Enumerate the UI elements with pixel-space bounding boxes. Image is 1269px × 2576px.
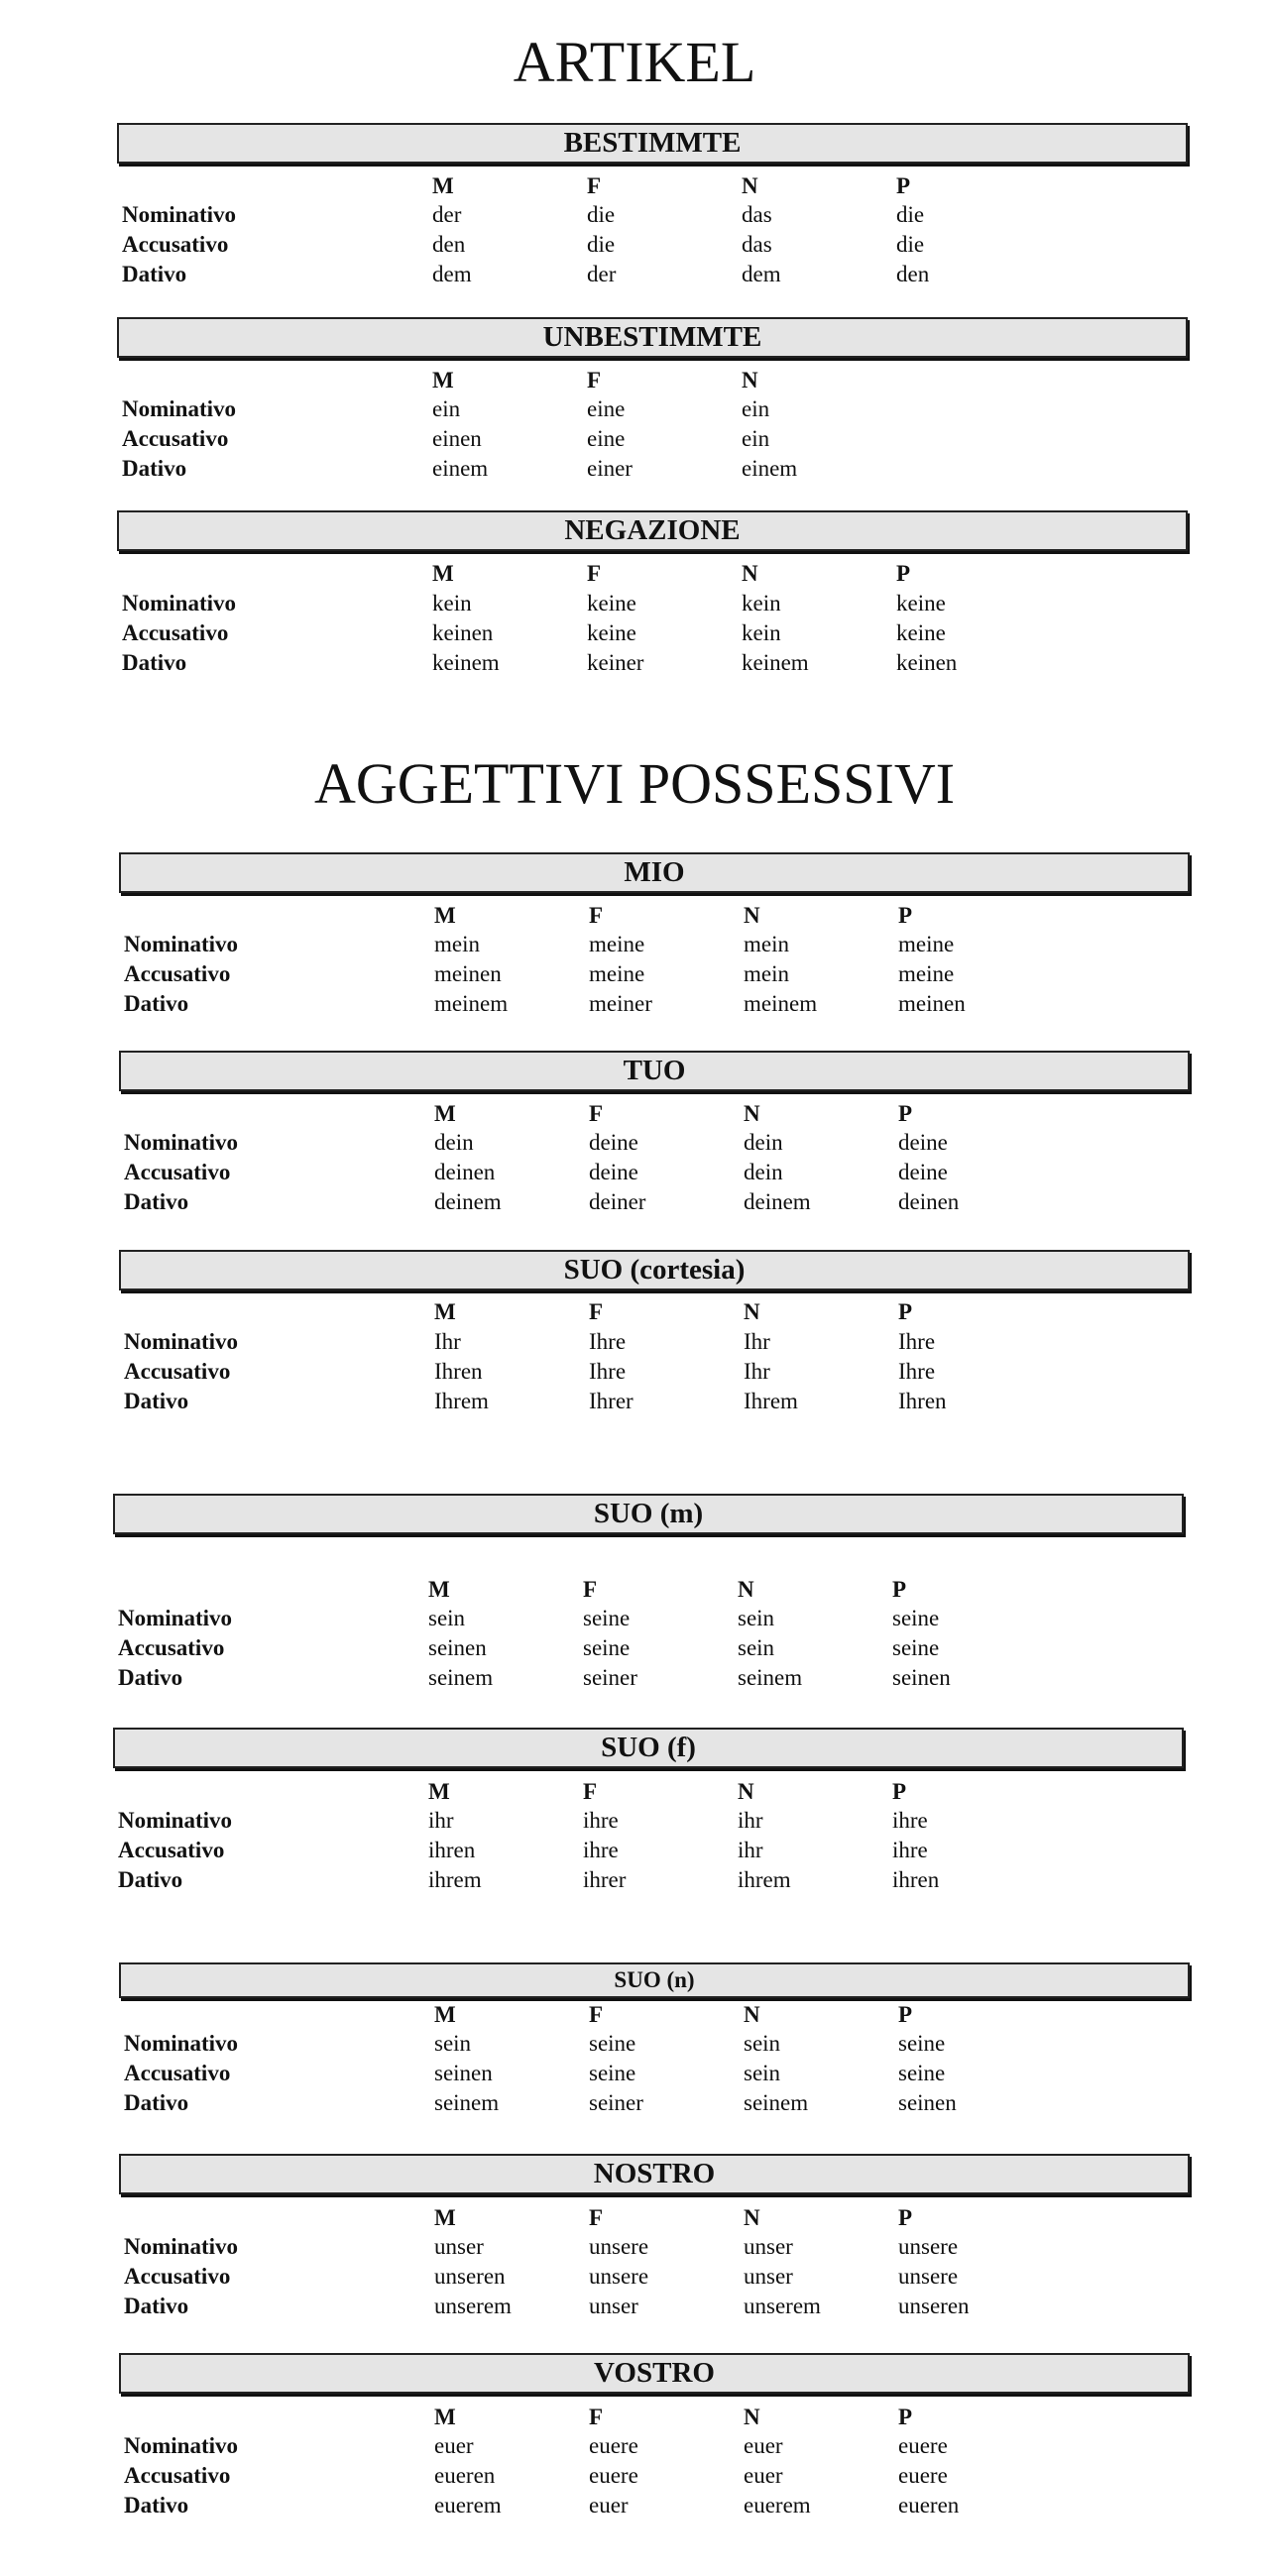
column-header: F (583, 1577, 598, 1602)
table-cell: euer (589, 2493, 629, 2518)
case-label: Nominativo (124, 2433, 238, 2458)
table-cell: meinen (898, 991, 966, 1016)
table-cell: meinem (744, 991, 818, 1016)
case-label: Dativo (118, 1867, 183, 1892)
table-cell: unseren (434, 2264, 506, 2289)
table-row (113, 1633, 1204, 1663)
case-label: Nominativo (124, 2234, 238, 2259)
table-cell: euer (744, 2433, 783, 2458)
case-label: Accusativo (122, 232, 229, 257)
table-cell: eueren (898, 2493, 960, 2518)
case-label: Nominativo (124, 932, 238, 956)
column-header: N (742, 561, 758, 586)
table-cell: unser (744, 2234, 793, 2259)
case-label: Dativo (124, 2294, 189, 2318)
table-cell: unserem (434, 2294, 512, 2318)
table-cell: ein (742, 396, 770, 421)
table-title: BESTIMMTE (117, 123, 1188, 164)
table-cell: meinen (434, 961, 502, 986)
table-cell: Ihre (898, 1359, 936, 1384)
table-cell: deinem (434, 1189, 502, 1214)
table-cell: euer (434, 2433, 474, 2458)
case-label: Dativo (124, 1389, 189, 1413)
column-header: M (434, 2205, 456, 2230)
table-cell: Ihr (744, 1359, 770, 1384)
table-row (119, 2059, 1210, 2088)
column-header-row (117, 366, 1208, 395)
case-label: Nominativo (122, 202, 236, 227)
table-row (119, 2262, 1210, 2292)
table-cell: seinem (428, 1665, 494, 1690)
column-header: M (428, 1779, 450, 1804)
column-header-row (119, 2000, 1210, 2030)
column-header: F (587, 368, 602, 392)
table-cell: seinen (898, 2090, 957, 2115)
column-header: P (898, 903, 913, 928)
table-row (119, 1357, 1210, 1387)
table-cell: seine (898, 2031, 946, 2056)
table-cell: den (432, 232, 466, 257)
table-cell: ihr (738, 1838, 763, 1862)
table-cell: Ihre (589, 1359, 627, 1384)
table-cell: dem (742, 262, 781, 286)
case-label: Accusativo (124, 961, 231, 986)
table-cell: ihrem (428, 1867, 482, 1892)
column-header: F (589, 1101, 604, 1126)
column-header: N (744, 1299, 760, 1324)
column-header-row (117, 559, 1208, 589)
table-cell: ihr (428, 1808, 454, 1833)
table-cell: seinen (428, 1635, 487, 1660)
table-row (117, 589, 1208, 618)
table-cell: seinem (738, 1665, 803, 1690)
table-row (117, 648, 1208, 678)
column-header-row (113, 1575, 1204, 1605)
column-header: F (589, 2405, 604, 2429)
column-header-row (119, 2403, 1210, 2432)
table-row (117, 454, 1208, 484)
table-cell: keinem (742, 650, 809, 675)
table-cell: sein (738, 1635, 775, 1660)
table-title: TUO (119, 1051, 1190, 1091)
table-cell: Ihrem (744, 1389, 798, 1413)
column-header: P (898, 1299, 913, 1324)
case-label: Nominativo (124, 2031, 238, 2056)
case-label: Dativo (122, 650, 187, 675)
table-cell: sein (428, 1606, 466, 1630)
table-cell: unser (434, 2234, 484, 2259)
case-label: Accusativo (124, 2463, 231, 2488)
case-label: Accusativo (124, 1359, 231, 1384)
column-header: N (744, 2002, 760, 2027)
table-cell: euere (589, 2433, 638, 2458)
table-cell: seinem (744, 2090, 809, 2115)
case-label: Nominativo (124, 1130, 238, 1155)
column-header: N (738, 1779, 754, 1804)
case-label: Accusativo (118, 1635, 225, 1660)
column-header: M (434, 2405, 456, 2429)
table-cell: mein (744, 932, 789, 956)
table-cell: unserem (744, 2294, 821, 2318)
table-row (119, 1187, 1210, 1217)
table-cell: deiner (589, 1189, 646, 1214)
table-cell: keine (896, 591, 946, 616)
table-cell: ihre (583, 1808, 619, 1833)
case-label: Nominativo (118, 1808, 232, 1833)
column-header: M (434, 2002, 456, 2027)
table-cell: Ihrer (589, 1389, 634, 1413)
table-cell: deinen (434, 1160, 496, 1184)
table-cell: keine (587, 591, 636, 616)
column-header: M (434, 1101, 456, 1126)
table-cell: Ihr (744, 1329, 770, 1354)
table-cell: deine (898, 1160, 948, 1184)
case-label: Accusativo (124, 2264, 231, 2289)
table-cell: ihren (428, 1838, 476, 1862)
table-row (119, 1158, 1210, 1187)
table-cell: unsere (898, 2264, 959, 2289)
table-cell: seine (583, 1606, 631, 1630)
table-cell: deine (898, 1130, 948, 1155)
table-cell: euer (744, 2463, 783, 2488)
table-row (113, 1604, 1204, 1633)
table-row (119, 989, 1210, 1019)
column-header: F (583, 1779, 598, 1804)
table-cell: kein (432, 591, 472, 616)
column-header: F (589, 2002, 604, 2027)
column-header: N (744, 2205, 760, 2230)
table-cell: die (587, 202, 616, 227)
column-header: P (898, 2405, 913, 2429)
table-row (113, 1663, 1204, 1693)
column-header: P (898, 2205, 913, 2230)
column-header: N (744, 2405, 760, 2429)
table-cell: keinen (432, 620, 494, 645)
table-cell: die (896, 232, 925, 257)
column-header: P (896, 173, 911, 198)
table-row (117, 618, 1208, 648)
column-header: F (589, 2205, 604, 2230)
table-row (117, 260, 1208, 289)
table-cell: einen (432, 426, 482, 451)
table-cell: seiner (583, 1665, 637, 1690)
column-header-row (119, 1297, 1210, 1327)
table-cell: euerem (744, 2493, 811, 2518)
table-cell: die (587, 232, 616, 257)
table-row (119, 2232, 1210, 2262)
table-cell: mein (434, 932, 480, 956)
table-cell: Ihr (434, 1329, 461, 1354)
table-cell: ein (432, 396, 461, 421)
table-cell: seine (589, 2061, 636, 2085)
table-cell: seinem (434, 2090, 500, 2115)
table-cell: unsere (589, 2234, 649, 2259)
table-row (119, 2431, 1210, 2461)
table-title: SUO (f) (113, 1728, 1184, 1768)
table-cell: einem (432, 456, 489, 481)
column-header: M (432, 173, 454, 198)
case-label: Nominativo (124, 1329, 238, 1354)
case-label: Nominativo (122, 396, 236, 421)
column-header-row (119, 901, 1210, 931)
table-row (119, 2491, 1210, 2520)
column-header: P (892, 1577, 907, 1602)
table-cell: seine (898, 2061, 946, 2085)
table-cell: sein (744, 2031, 781, 2056)
table-cell: unser (589, 2294, 638, 2318)
table-cell: dem (432, 262, 472, 286)
table-cell: euere (898, 2433, 948, 2458)
case-label: Dativo (124, 2090, 189, 2115)
column-header: N (744, 903, 760, 928)
table-cell: deinen (898, 1189, 960, 1214)
table-cell: kein (742, 591, 781, 616)
column-header-row (119, 2203, 1210, 2233)
column-header: M (428, 1577, 450, 1602)
table-cell: Ihre (898, 1329, 936, 1354)
table-cell: das (742, 202, 772, 227)
table-title: UNBESTIMMTE (117, 317, 1188, 358)
table-cell: das (742, 232, 772, 257)
column-header: P (898, 1101, 913, 1126)
table-cell: sein (744, 2061, 781, 2085)
column-header-row (117, 171, 1208, 201)
case-label: Dativo (124, 1189, 189, 1214)
table-cell: ihrem (738, 1867, 791, 1892)
table-cell: seiner (589, 2090, 643, 2115)
table-title: VOSTRO (119, 2353, 1190, 2394)
column-header: N (742, 368, 758, 392)
table-cell: seine (589, 2031, 636, 2056)
table-cell: keinen (896, 650, 958, 675)
column-header: M (432, 368, 454, 392)
table-cell: unseren (898, 2294, 970, 2318)
table-title: NEGAZIONE (117, 510, 1188, 551)
column-header: M (434, 1299, 456, 1324)
table-cell: dein (744, 1160, 783, 1184)
table-cell: unser (744, 2264, 793, 2289)
table-row (113, 1836, 1204, 1865)
table-cell: sein (738, 1606, 775, 1630)
table-cell: meinem (434, 991, 509, 1016)
table-cell: meine (589, 932, 645, 956)
table-cell: keine (896, 620, 946, 645)
case-label: Accusativo (122, 426, 229, 451)
column-header: F (589, 903, 604, 928)
table-title: SUO (n) (119, 1962, 1190, 1998)
case-label: Dativo (122, 262, 187, 286)
table-cell: ihren (892, 1867, 940, 1892)
table-cell: ihr (738, 1808, 763, 1833)
column-header-row (119, 1099, 1210, 1129)
artikel-title: ARTIKEL (513, 30, 756, 94)
table-title: SUO (m) (113, 1494, 1184, 1534)
table-cell: meiner (589, 991, 652, 1016)
table-cell: meine (589, 961, 645, 986)
table-cell: eine (587, 396, 626, 421)
table-cell: dein (434, 1130, 474, 1155)
table-cell: ihre (583, 1838, 619, 1862)
case-label: Dativo (124, 991, 189, 1016)
table-cell: keinem (432, 650, 500, 675)
case-label: Nominativo (118, 1606, 232, 1630)
column-header: F (589, 1299, 604, 1324)
table-cell: euere (589, 2463, 638, 2488)
case-label: Dativo (124, 2493, 189, 2518)
column-header: N (738, 1577, 754, 1602)
column-header: M (434, 903, 456, 928)
column-header: N (744, 1101, 760, 1126)
column-header: F (587, 173, 602, 198)
table-cell: seine (892, 1606, 940, 1630)
case-label: Nominativo (122, 591, 236, 616)
table-cell: eueren (434, 2463, 496, 2488)
table-cell: Ihren (434, 1359, 483, 1384)
table-cell: deine (589, 1130, 638, 1155)
possessivi-title: AGGETTIVI POSSESSIVI (313, 751, 956, 816)
table-row (119, 2292, 1210, 2321)
case-label: Dativo (118, 1665, 183, 1690)
table-row (113, 1865, 1204, 1895)
table-cell: kein (742, 620, 781, 645)
table-cell: unsere (898, 2234, 959, 2259)
column-header: P (898, 2002, 913, 2027)
table-row (119, 2029, 1210, 2059)
table-cell: die (896, 202, 925, 227)
table-title: NOSTRO (119, 2154, 1190, 2194)
table-cell: unsere (589, 2264, 649, 2289)
column-header: P (892, 1779, 907, 1804)
table-cell: seinen (434, 2061, 493, 2085)
table-cell: der (432, 202, 462, 227)
table-cell: Ihrem (434, 1389, 489, 1413)
table-cell: einer (587, 456, 633, 481)
table-cell: eine (587, 426, 626, 451)
table-cell: Ihren (898, 1389, 947, 1413)
table-cell: euere (898, 2463, 948, 2488)
table-cell: seine (892, 1635, 940, 1660)
table-cell: keiner (587, 650, 644, 675)
table-row (119, 2461, 1210, 2491)
case-label: Accusativo (124, 2061, 231, 2085)
table-cell: deinem (744, 1189, 811, 1214)
table-row (119, 1327, 1210, 1357)
table-cell: deine (589, 1160, 638, 1184)
table-row (117, 230, 1208, 260)
column-header-row (113, 1777, 1204, 1807)
table-cell: meine (898, 961, 955, 986)
table-row (113, 1806, 1204, 1836)
table-cell: ihrer (583, 1867, 627, 1892)
case-label: Accusativo (118, 1838, 225, 1862)
table-cell: ihre (892, 1838, 928, 1862)
column-header: F (587, 561, 602, 586)
table-row (117, 200, 1208, 230)
table-row (119, 930, 1210, 959)
table-cell: keine (587, 620, 636, 645)
table-cell: seine (583, 1635, 631, 1660)
column-header: M (432, 561, 454, 586)
table-title: MIO (119, 852, 1190, 893)
column-header: N (742, 173, 758, 198)
case-label: Accusativo (124, 1160, 231, 1184)
table-row (119, 1387, 1210, 1416)
table-cell: einem (742, 456, 798, 481)
table-cell: sein (434, 2031, 472, 2056)
case-label: Accusativo (122, 620, 229, 645)
table-cell: seinen (892, 1665, 951, 1690)
table-cell: ihre (892, 1808, 928, 1833)
table-cell: der (587, 262, 617, 286)
table-row (117, 424, 1208, 454)
table-row (119, 959, 1210, 989)
table-cell: ein (742, 426, 770, 451)
table-cell: Ihre (589, 1329, 627, 1354)
table-cell: meine (898, 932, 955, 956)
column-header: P (896, 561, 911, 586)
table-title: SUO (cortesia) (119, 1250, 1190, 1290)
table-row (117, 394, 1208, 424)
table-cell: den (896, 262, 930, 286)
table-row (119, 1128, 1210, 1158)
table-row (119, 2088, 1210, 2118)
case-label: Dativo (122, 456, 187, 481)
table-cell: mein (744, 961, 789, 986)
table-cell: euerem (434, 2493, 502, 2518)
table-cell: dein (744, 1130, 783, 1155)
